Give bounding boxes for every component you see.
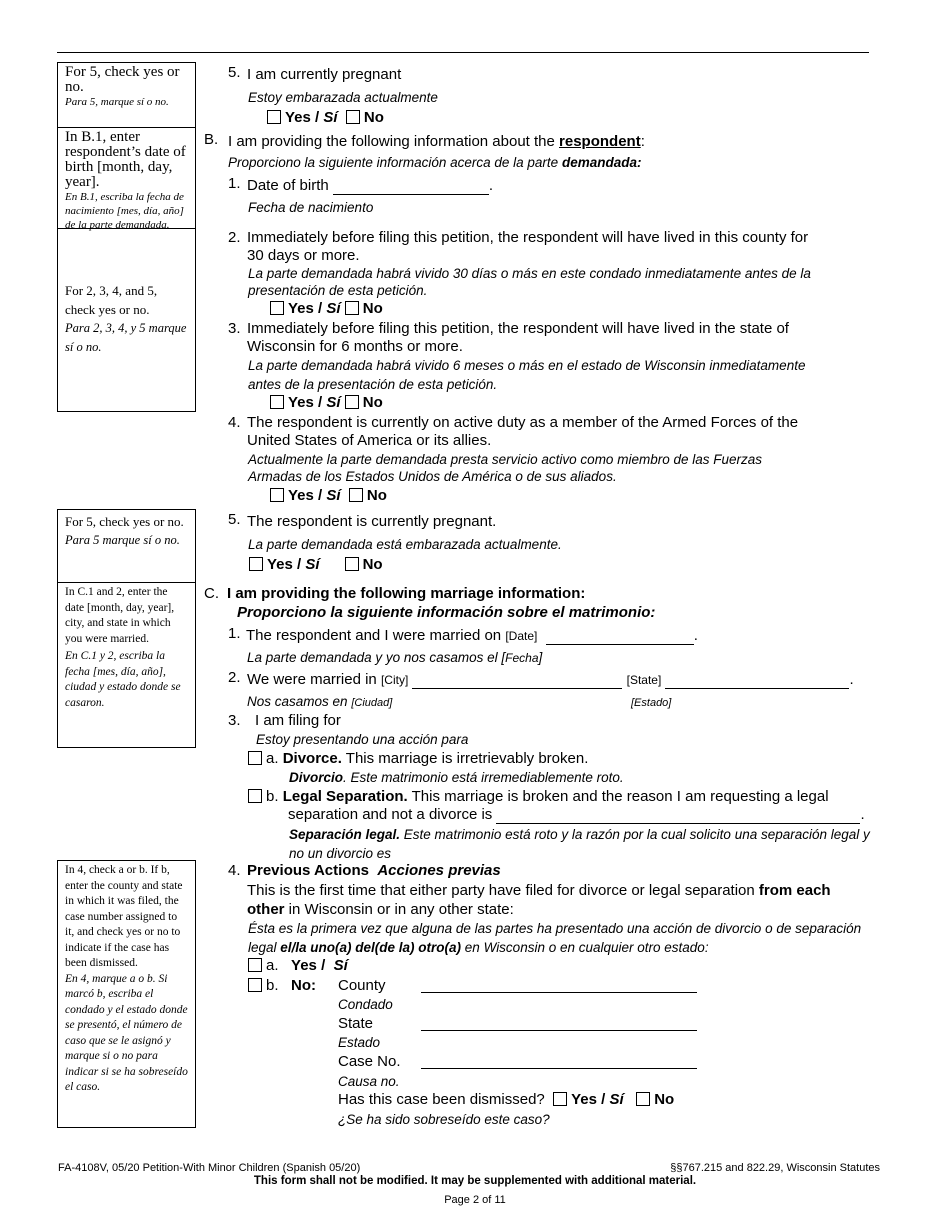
instruction-box-c4 [57,860,196,1128]
b4-question-line2: United States of America or its allies. [247,432,492,449]
dismissed-yes-checkbox[interactable] [553,1092,567,1106]
separation-reason-field[interactable] [496,809,860,824]
c4a-yes: a. Yes / Sí [248,957,348,975]
c3b-legal-separation: b. Legal Separation. This marriage is broken and the reason I am requesting a legal [248,788,829,806]
section-letter-c: C. [204,585,219,602]
b2-question-es: La parte demandada habrá vivido 30 días o más en este condado inmediatamente antes de la [248,266,811,281]
instruction-box-b1 [57,127,196,229]
c3b-reason: separation and not a divorce is . [288,806,865,823]
case-number-label-es: Causa no. [338,1074,400,1089]
instruction-text-es: Para 2, 3, 4, y 5 marque sí o no. [65,321,187,354]
b3-yes-checkbox[interactable] [270,395,284,409]
a5-yes-checkbox[interactable] [267,110,281,124]
a5-no-checkbox[interactable] [346,110,360,124]
b5-question: The respondent is currently pregnant. [247,513,497,530]
c3b-legal-separation-es: Separación legal. Este matrimonio está roto y la razón por la cual solicito una separación legal y [289,827,870,842]
b4-question: The respondent is currently on active duty as a member of the Armed Forces of the [247,414,799,431]
dob-field[interactable] [333,180,489,195]
page-number: Page 2 of 11 [444,1194,506,1206]
c4-text: This is the first time that either party have filed for divorce or legal separation from each [247,882,831,899]
b3-question-line2: Wisconsin for 6 months or more. [247,338,463,355]
statutes: §§767.215 and 822.29, Wisconsin Statutes [670,1162,880,1174]
instruction-text-es: Para 5 marque sí o no. [65,533,180,547]
case-dismissed-es: ¿Se ha sido sobreseído este caso? [338,1112,550,1127]
marriage-date-field[interactable] [546,630,694,645]
instruction-box-c1-2 [57,582,196,748]
c4b-no: b. No: [248,977,316,995]
c1-married-on: The respondent and I were married on [Date] . [246,627,698,644]
instruction-text-es: En B.1, escriba la fecha de nacimiento [mes, día, año] de la parte demandada. [65,191,184,231]
b3-question-es-line2: antes de la presentación de esta petición. [248,377,498,392]
item-number: 5. [228,511,241,528]
b5-no-checkbox[interactable] [345,557,359,571]
b4-yes-no: Yes / Sí No [270,487,387,505]
instruction-box-a5 [57,62,196,128]
item-number: 4. [228,862,241,879]
divorce-checkbox[interactable] [248,751,262,765]
b4-yes-checkbox[interactable] [270,488,284,502]
state-field[interactable] [421,1030,697,1031]
b2-question-es-line2: presentación de esta petición. [248,283,428,298]
a5-yes-no: Yes / Sí No [267,109,384,127]
county-label: County [338,977,386,994]
b5-question-es: La parte demandada está embarazada actualmente. [248,537,562,552]
instruction-box-b5 [57,509,196,583]
b2-no-checkbox[interactable] [345,301,359,315]
item-number: 3. [228,712,241,729]
instruction-text: For 2, 3, 4, and 5, check yes or no. [65,283,158,317]
case-number-field[interactable] [421,1068,697,1069]
instruction-text: In 4, check a or b. If b, enter the county and state in which it was filed, the case number assigned to it, and check yes or no to indicate if the case has been dismissed. [65,864,183,969]
form-id: FA-4108V, 05/20 Petition-With Minor Children (Spanish 05/20) [58,1162,361,1174]
b1-dob-es: Fecha de nacimiento [248,200,374,215]
b4-question-es: Actualmente la parte demandada presta servicio activo como miembro de las Fuerzas [248,452,762,467]
c4-text-es-line2: legal el/la uno(a) del(de la) otro(a) en Wisconsin o en cualquier otro estado: [248,940,709,955]
section-letter-b: B. [204,131,219,148]
top-rule [57,52,869,53]
state-label-es: Estado [338,1035,381,1050]
instruction-text: For 5, check yes or no. [65,514,184,529]
instruction-box-b2-5 [57,228,196,412]
state-label: State [338,1015,374,1032]
a5-question: I am currently pregnant [247,66,402,83]
item-number: 2. [228,229,241,246]
c4-title: Previous Actions Acciones previas [247,862,501,879]
instruction-text-es: En 4, marque a o b. Si marcó b, escriba el condado y el estado donde se presentó, el número de caso que se le asignó y marque si o no para indicar si se ha sobreseído el caso. [65,972,188,1093]
form-notice: This form shall not be modified. It may be supplemented with additional material. [253,1175,697,1187]
section-c-heading: I am providing the following marriage information: [227,585,586,602]
item-number: 1. [228,625,241,642]
b5-yes-checkbox[interactable] [249,557,263,571]
marriage-state-field[interactable] [665,674,849,689]
b3-yes-no: Yes / Sí No [270,394,383,412]
case-number-label: Case No. [338,1053,401,1070]
c1-married-on-es: La parte demandada y yo nos casamos el [Fecha] [247,650,543,665]
section-c-heading-es: Proporciono la siguiente información sobre el matrimonio: [237,604,656,621]
b4-question-es-line2: Armadas de los Estados Unidos de América o de sus aliados. [248,469,617,484]
section-b-heading-es: Proporciono la siguiente información acerca de la parte demandada: [228,155,642,170]
b5-yes-no: Yes / Sí No [249,556,383,574]
item-number: 3. [228,320,241,337]
a5-question-es: Estoy embarazada actualmente [248,90,438,105]
c3-filing-for: I am filing for [255,712,341,729]
item-number: 5. [228,64,241,81]
c3a-divorce-es: Divorcio. Este matrimonio está irremediablemente roto. [289,770,624,785]
instruction-text-es: En C.1 y 2, escriba la fecha [mes, día, año], ciudad y estado donde se casaron. [65,650,181,709]
dismissed-no-checkbox[interactable] [636,1092,650,1106]
b2-question: Immediately before filing this petition, the respondent will have lived in this county for [247,229,809,246]
c2-married-in-es: Nos casamos en [Ciudad] [247,694,393,709]
b3-question-es: La parte demandada habrá vivido 6 meses o más en el estado de Wisconsin inmediatamente [248,358,806,373]
b3-question: Immediately before filing this petition, the respondent will have lived in the state of [247,320,789,337]
instruction-text: In C.1 and 2, enter the date [month, day, year], city, and state in which you were married. [65,586,175,645]
b2-yes-no: Yes / Sí No [270,300,383,318]
c3a-divorce: a. Divorce. This marriage is irretrievably broken. [248,750,588,768]
item-number: 1. [228,175,241,192]
c4-yes-checkbox[interactable] [248,958,262,972]
instruction-text: In B.1, enter respondent’s date of birth [month, day, year]. [65,129,186,190]
c3-filing-for-es: Estoy presentando una acción para [256,732,469,747]
b4-no-checkbox[interactable] [349,488,363,502]
c4-text-line2: other in Wisconsin or in any other state: [247,901,514,918]
instruction-text-es: Para 5, marque sí o no. [65,96,169,108]
item-number: 4. [228,414,241,431]
item-number: 2. [228,669,241,686]
case-dismissed: Has this case been dismissed? Yes / Sí No [338,1091,675,1108]
c2-married-in: We were married in [City] [State] . [247,671,854,688]
b3-no-checkbox[interactable] [345,395,359,409]
c4-text-es: Ésta es la primera vez que alguna de las partes ha presentado una acción de divorcio o de separación [248,921,862,936]
b2-question-line2: 30 days or more. [247,247,360,264]
instruction-text: For 5, check yes or no. [65,64,180,95]
b1-dob: Date of birth . [247,177,494,194]
marriage-city-field[interactable] [412,674,622,689]
county-label-es: Condado [338,997,393,1012]
c4-no-checkbox[interactable] [248,978,262,992]
b2-yes-checkbox[interactable] [270,301,284,315]
section-b-heading: I am providing the following information about the respondent: [228,133,645,150]
county-field[interactable] [421,992,697,993]
c3b-legal-separation-es-line2: no un divorcio es [289,846,392,861]
legal-separation-checkbox[interactable] [248,789,262,803]
estado-label: [Estado] [631,697,672,709]
